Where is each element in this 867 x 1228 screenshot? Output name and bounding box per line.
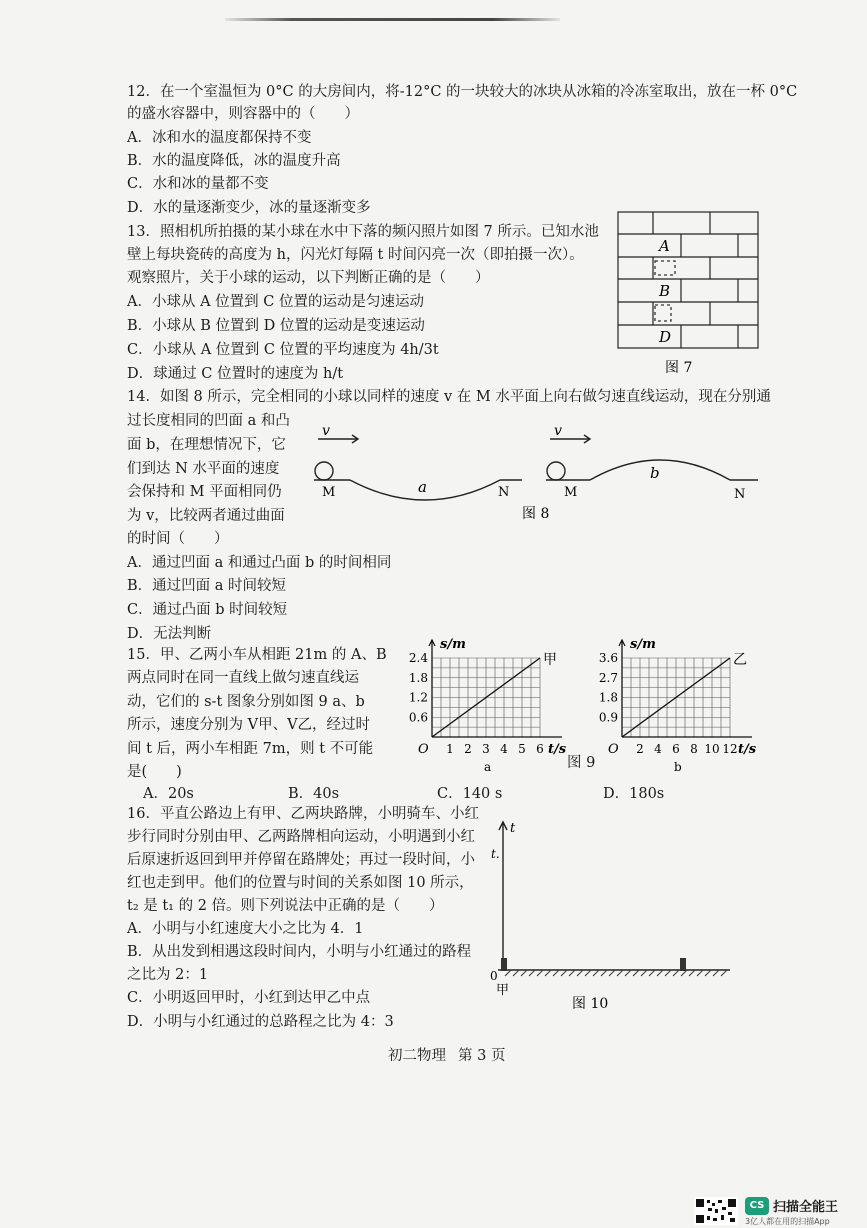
fig10-sign-jia [501, 958, 507, 971]
q15-option-d: D．180s [603, 786, 665, 802]
q14-option-b: B．通过凹面 a 时间较短 [127, 578, 287, 594]
q14-option-c: C．通过凸面 b 时间较短 [127, 602, 288, 618]
fig9a-x-tick-label: 4 [500, 742, 508, 756]
fig8-a-label: a [418, 478, 427, 496]
q13-stem-line3: 观察照片，关于小球的运动，以下判断正确的是（ ） [127, 270, 490, 286]
q12-option-a: A．冰和水的温度都保持不变 [127, 130, 312, 146]
fig10-caption: 图 10 [572, 996, 609, 1012]
fig8-n-label-left: N [498, 485, 510, 500]
fig9b-x-tick-label: 8 [690, 742, 698, 756]
fig9a-y-tick-label: 2.4 [408, 651, 428, 665]
q14-option-d: D．无法判断 [127, 626, 212, 642]
q14-stem-line4: 们到达 N 水平面的速度 [127, 461, 280, 477]
fig7-caption: 图 7 [665, 360, 693, 376]
q13-stem-line1: 13．照相机所拍摄的某小球在水中下落的频闪照片如图 7 所示。已知水池 [127, 224, 599, 240]
q16-stem-line5: t₂ 是 t₁ 的 2 倍。则下列说法中正确的是（ ） [127, 898, 444, 914]
q15-option-b: B．40s [288, 786, 340, 802]
q16-stem-line1: 16．平直公路边上有甲、乙两块路牌，小明骑车、小红 [127, 806, 479, 822]
fig9a-x-tick-label: 1 [446, 742, 454, 756]
q15-option-c: C．140 s [437, 786, 503, 802]
fig8-m-label-left: M [322, 485, 336, 500]
fig8-v-label-left: v [322, 423, 330, 439]
q14-stem-line6: 为 v，比较两者通过曲面 [127, 508, 285, 524]
fig9b-x-tick-label: 10 [704, 742, 720, 756]
fig9b-y-tick-label: 1.8 [598, 690, 618, 705]
footer-subject: 初二物理 [388, 1048, 446, 1064]
q16-option-a: A．小明与小红速度大小之比为 4．1 [127, 921, 364, 937]
q16-option-b-cont: 之比为 2：1 [127, 967, 209, 983]
fig9a-x-tick-label: 6 [536, 742, 544, 756]
q12-option-c: C．水和冰的量都不变 [127, 176, 269, 192]
fig9a-series-label: 甲 [543, 652, 557, 668]
q16-option-d: D．小明与小红通过的总路程之比为 4：3 [127, 1014, 394, 1030]
q16-stem-line4: 红也走到甲。他们的位置与时间的关系如图 10 所示， [127, 875, 474, 891]
fig7-label-b: B [659, 282, 671, 300]
fig10-t-axis-label: t [510, 821, 516, 836]
camscanner-logo-icon: CS [745, 1197, 769, 1215]
q12-option-d: D．水的量逐渐变少，冰的量逐渐变多 [127, 200, 371, 216]
qr-code-icon [694, 1197, 738, 1225]
fig9b-x-tick-label: 4 [654, 742, 662, 756]
fig10-jia-label: 甲 [496, 983, 510, 998]
figure-8-curved-surfaces [300, 420, 770, 530]
fig9a-y-tick-label: 0.6 [408, 710, 428, 725]
q16-stem-line2: 步行同时分别由甲、乙两路牌相向运动，小明遇到小红 [127, 829, 475, 845]
fig9b-x-tick-label: 12 [722, 742, 738, 756]
q14-stem-line3: 面 b，在理想情况下，它 [127, 437, 286, 453]
fig9b-y-tick-label: 0.9 [598, 710, 618, 725]
fig10-sign-yi [680, 958, 686, 971]
fig9b-x-tick-label: 2 [636, 742, 644, 756]
q14-stem-line7: 的时间（ ） [127, 531, 229, 547]
fig9a-y-axis-label: s/m [440, 637, 466, 652]
fig9a-y-tick-label: 1.8 [408, 670, 428, 685]
watermark-tagline: 3亿人都在用的扫描App [745, 1217, 830, 1226]
fig10-zero-label: 0 [490, 969, 498, 983]
q15-stem-line5: 间 t 后，两小车相距 7m，则 t 不可能 [127, 741, 374, 757]
figure-9a-st-chart [395, 632, 575, 772]
fig8-caption: 图 8 [522, 506, 550, 522]
figure-7-brick-wall [615, 208, 765, 378]
q13-stem-line2: 壁上每块瓷砖的高度为 h，闪光灯每隔 t 时间闪亮一次（即拍摄一次）。 [127, 247, 584, 263]
q13-option-b: B．小球从 B 位置到 D 位置的运动是变速运动 [127, 318, 425, 334]
fig8-b-label: b [650, 464, 660, 482]
fig9a-x-tick-label: 3 [482, 742, 490, 756]
fig9b-sublabel: b [674, 760, 682, 772]
fig9b-x-axis-label: t/s [738, 742, 757, 757]
q16-stem-line3: 后原速折返回到甲并停留在路牌处；再过一段时间，小 [127, 852, 475, 868]
q14-stem-line2: 过长度相同的凹面 a 和凸 [127, 413, 290, 429]
figure-10-position-time [480, 810, 740, 1020]
fig7-label-d: D [659, 328, 672, 346]
q15-stem-line2: 两点同时在同一直线上做匀速直线运 [127, 670, 359, 686]
q16-option-b: B．从出发到相遇这段时间内，小明与小红通过的路程 [127, 944, 472, 960]
figure-9b-st-chart [585, 632, 765, 772]
q14-stem-line1: 14．如图 8 所示，完全相同的小球以同样的速度 v 在 M 水平面上向右做匀速直线运动，现在分别通 [127, 389, 771, 405]
q15-option-a: A．20s [143, 786, 194, 802]
q15-stem-line6: 是( ) [127, 764, 182, 780]
fig8-m-label-right: M [564, 485, 578, 500]
fig9a-y-tick-label: 1.2 [408, 690, 428, 705]
q13-option-c: C．小球从 A 位置到 C 位置的平均速度为 4h/3t [127, 342, 439, 358]
q13-option-a: A．小球从 A 位置到 C 位置的运动是匀速运动 [127, 294, 424, 310]
fig9b-y-axis-label: s/m [630, 637, 656, 652]
footer-page: 第 3 页 [458, 1048, 506, 1064]
q15-stem-line3: 动，它们的 s-t 图象分别如图 9 a、b [127, 694, 365, 710]
q16-option-c: C．小明返回甲时，小红到达甲乙中点 [127, 990, 371, 1006]
fig9a-x-axis-label: t/s [548, 742, 567, 757]
fig9b-y-tick-label: 3.6 [598, 651, 618, 665]
fig8-n-label-right: N [734, 487, 746, 502]
q12-stem-line2: 的盛水容器中，则容器中的（ ） [127, 106, 359, 122]
q15-stem-line4: 所示，速度分别为 V甲、V乙，经过时 [127, 717, 371, 733]
fig9a-x-tick-label: 2 [464, 742, 472, 756]
q12-stem-line1: 12．在一个室温恒为 0°C 的大房间内，将-12°C 的一块较大的冰块从冰箱的冷冻室取出，放在一杯 0°C [127, 84, 798, 100]
fig9b-series-label: 乙 [733, 652, 747, 668]
q15-stem-line1: 15．甲、乙两小车从相距 21m 的 A、B [127, 647, 387, 663]
fig9b-x-tick-label: 6 [672, 742, 680, 756]
q14-option-a: A．通过凹面 a 和通过凸面 b 的时间相同 [127, 555, 392, 571]
fig9a-x-tick-label: 5 [518, 742, 526, 756]
fig10-t2-label: t. [491, 847, 500, 861]
q14-stem-line5: 会保持和 M 平面相同仍 [127, 484, 282, 500]
fig9a-origin-label: O [418, 742, 429, 757]
fig9b-origin-label: O [608, 742, 619, 757]
scan-edge-bar [225, 18, 560, 21]
fig9-caption: 图 9 [567, 755, 596, 771]
fig9a-sublabel: a [484, 760, 492, 772]
q13-option-d: D．球通过 C 位置时的速度为 h/t [127, 366, 344, 382]
fig7-label-a: A [659, 237, 670, 255]
fig8-v-label-right: v [554, 423, 562, 439]
watermark-app-name: 扫描全能王 [773, 1200, 839, 1215]
fig9b-y-tick-label: 2.7 [598, 670, 618, 685]
q12-option-b: B．水的温度降低，冰的温度升高 [127, 153, 341, 169]
